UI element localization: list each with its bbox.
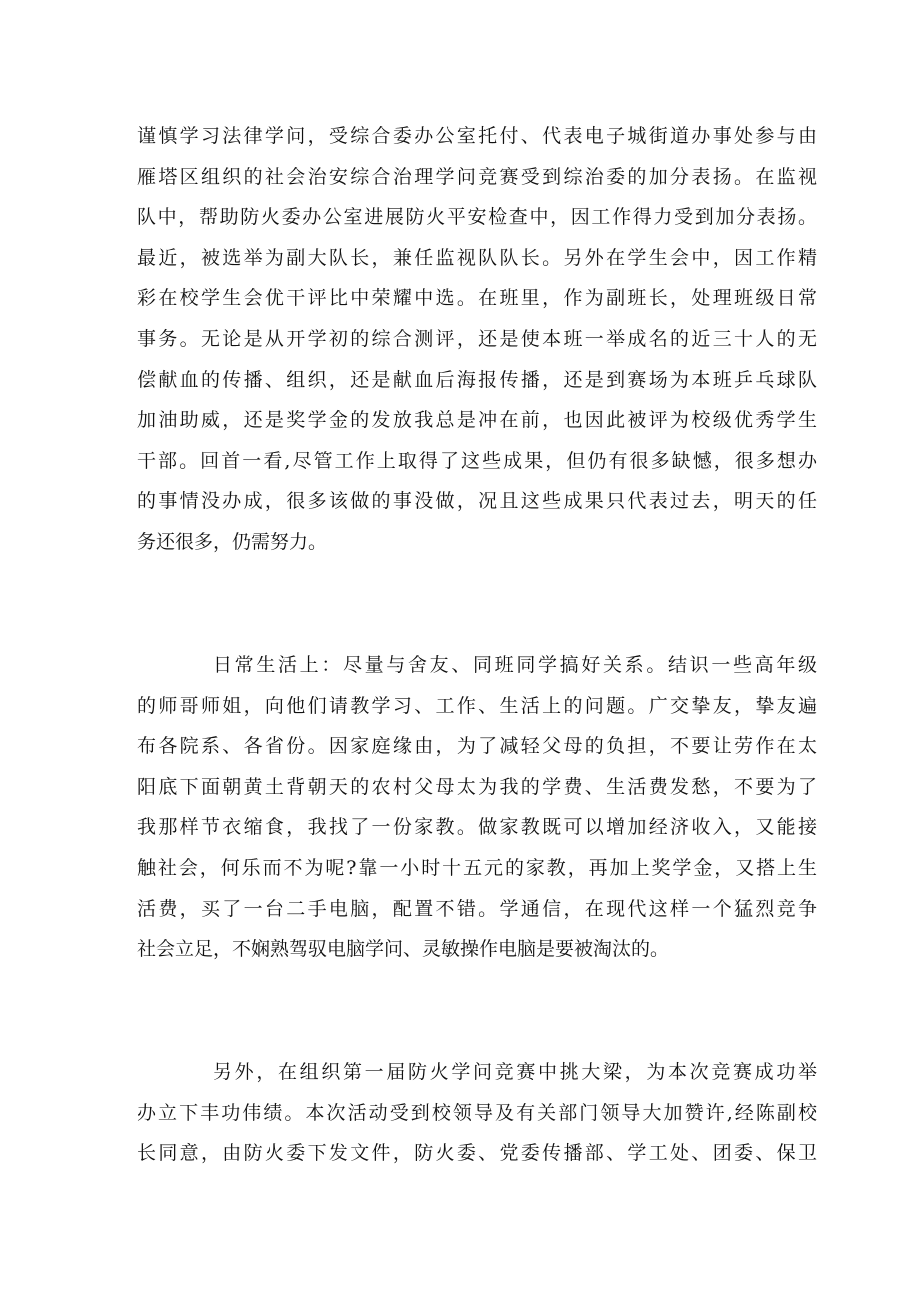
- text-line: 长同意，由防火委下发文件，防火委、党委传播部、学工处、团委、保卫: [137, 1142, 817, 1165]
- text-line: 务还很多，仍需努力。: [137, 530, 328, 553]
- text-line: 日常生活上：尽量与舍友、同班同学搞好关系。结识一些高年级: [213, 654, 817, 676]
- text-line: 我那样节衣缩食，我找了一份家教。做家教既可以增加经济收入，又能接: [137, 816, 817, 839]
- text-line: 加油助威，还是奖学金的发放我总是冲在前，也因此被评为校级优秀学生: [137, 409, 817, 432]
- text-line: 办立下丰功伟绩。本次活动受到校领导及有关部门领导大加赞许,经陈副校: [137, 1101, 817, 1124]
- text-line: 干部。回首一看,尽管工作上取得了这些成果，但仍有很多缺憾，很多想办: [137, 449, 817, 472]
- paragraph-1: [137, 116, 817, 563]
- text-line: 布各院系、各省份。因家庭缘由，为了减轻父母的负担，不要让劳作在太: [137, 735, 817, 758]
- text-line: 另外，在组织第一届防火学问竞赛中挑大梁，为本次竞赛成功举: [213, 1061, 817, 1083]
- text-line: 社会立足，不娴熟驾驭电脑学问、灵敏操作电脑是要被淘汰的。: [137, 938, 670, 961]
- text-line: 彩在校学生会优干评比中荣耀中选。在班里，作为副班长，处理班级日常: [137, 287, 817, 310]
- text-line: 雁塔区组织的社会治安综合治理学问竞赛受到综治委的加分表扬。在监视: [137, 165, 817, 188]
- text-line: 事务。无论是从开学初的综合测评，还是使本班一举成名的近三十人的无: [137, 327, 817, 350]
- text-line: 触社会，何乐而不为呢?靠一小时十五元的家教，再加上奖学金，又搭上生: [137, 856, 817, 879]
- text-line: 偿献血的传播、组织，还是献血后海报传播，还是到赛场为本班乒乓球队: [137, 368, 817, 391]
- text-line: 的师哥师姐，向他们请教学习、工作、生活上的问题。广交挚友，挚友遍: [137, 694, 817, 717]
- text-line: 阳底下面朝黄土背朝天的农村父母太为我的学费、生活费发愁，不要为了: [137, 775, 817, 798]
- text-line: 最近，被选举为副大队长，兼任监视队队长。另外在学生会中，因工作精: [137, 246, 817, 269]
- paragraph-3: [137, 1052, 817, 1174]
- text-line: 的事情没办成，很多该做的事没做，况且这些成果只代表过去，明天的任: [137, 490, 817, 513]
- paragraph-2: [137, 645, 817, 970]
- text-line: 活费，买了一台二手电脑，配置不错。学通信，在现代这样一个猛烈竞争: [137, 897, 817, 920]
- text-line: 队中，帮助防火委办公室进展防火平安检查中，因工作得力受到加分表扬。: [137, 206, 817, 229]
- text-line: 谨慎学习法律学问，受综合委办公室托付、代表电子城街道办事处参与由: [137, 125, 817, 147]
